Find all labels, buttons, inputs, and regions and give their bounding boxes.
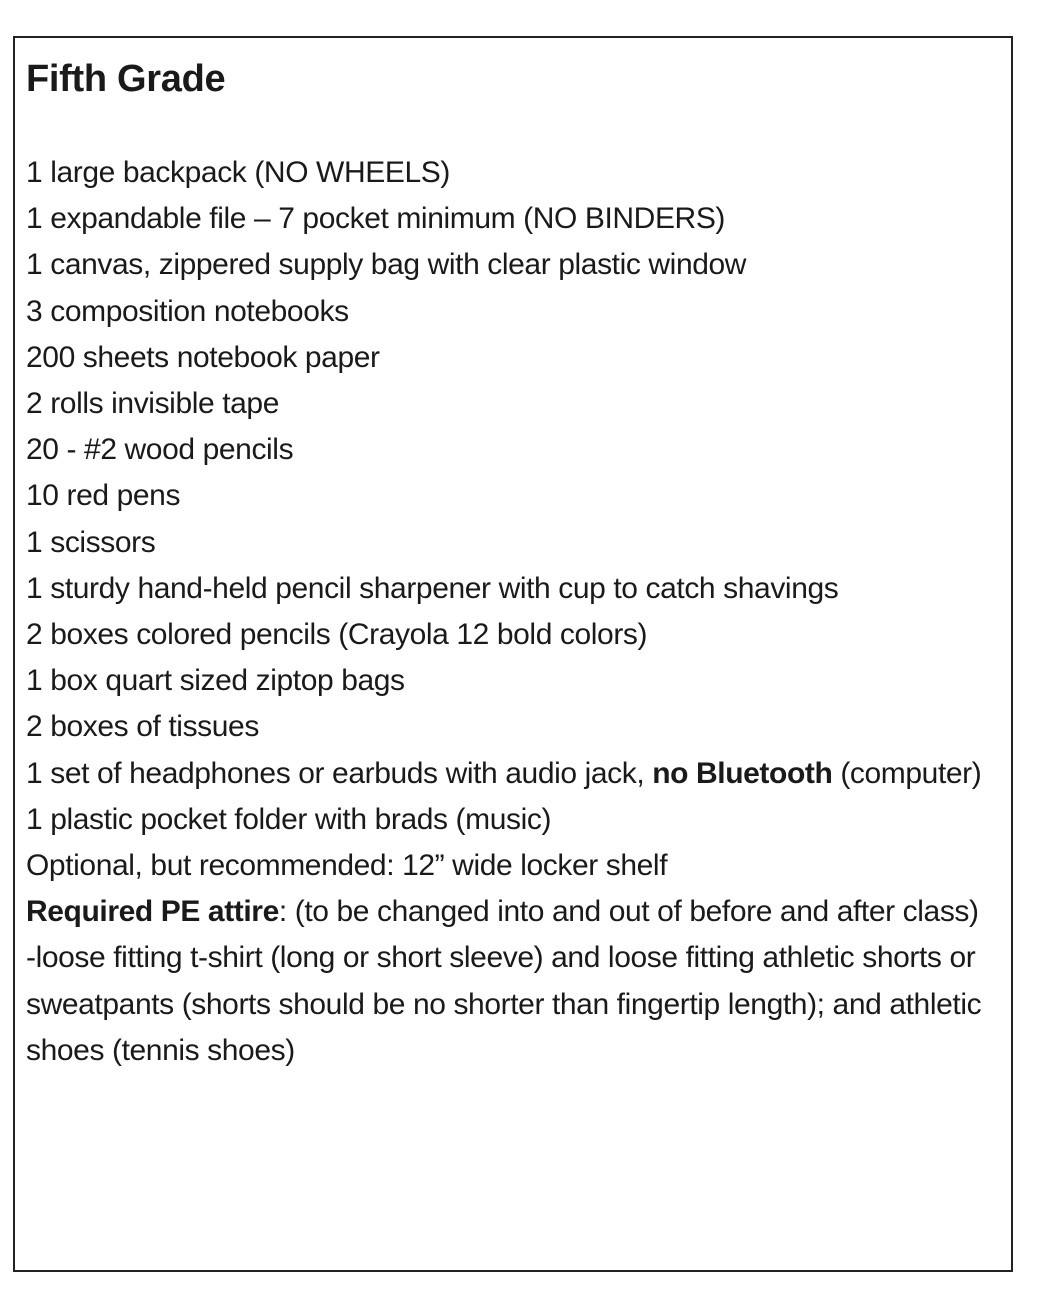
list-item: 1 large backpack (NO WHEELS) [26, 156, 450, 189]
item-bold-text: Required PE attire [26, 895, 279, 929]
list-item: 1 sturdy hand-held pencil sharpener with cup to catch shavings [26, 571, 839, 605]
item-text: 1 set of headphones or earbuds with audio jack, [26, 756, 653, 790]
list-item: 10 red pens [26, 479, 181, 513]
list-item: Optional, but recommended: 12” wide locker shelf [26, 849, 668, 883]
item-text: : (to be changed into and out of before and after class) -loose fitting t-shirt (long or short sleeve) and loose fitting athletic shorts or sweatpants (shorts should be no shorter than fingertip length); and athletic shoes (tennis shoes) [26, 895, 982, 1067]
list-item: 20 - #2 wood pencils [26, 433, 294, 467]
list-item [26, 751, 986, 797]
list-item [26, 889, 986, 1074]
list-item: 1 scissors [26, 525, 156, 559]
supply-list [26, 150, 986, 1074]
list-item: 2 boxes of tissues [26, 710, 259, 744]
list-item: 1 box quart sized ziptop bags [26, 664, 405, 698]
list-item: 3 composition notebooks [26, 294, 349, 328]
list-item: 1 expandable file – 7 pocket minimum (NO BINDERS) [26, 202, 726, 236]
list-item: 2 boxes colored pencils (Crayola 12 bold colors) [26, 618, 648, 652]
list-item: 1 plastic pocket folder with brads (music) [26, 802, 552, 836]
list-item: 200 sheets notebook paper [26, 340, 380, 374]
page-title: Fifth Grade [26, 58, 226, 100]
item-bold-text: no Bluetooth [652, 756, 833, 790]
list-item: 2 rolls invisible tape [26, 387, 279, 421]
list-item: 1 canvas, zippered supply bag with clear plastic window [26, 248, 747, 282]
item-text: (computer) [832, 756, 982, 790]
